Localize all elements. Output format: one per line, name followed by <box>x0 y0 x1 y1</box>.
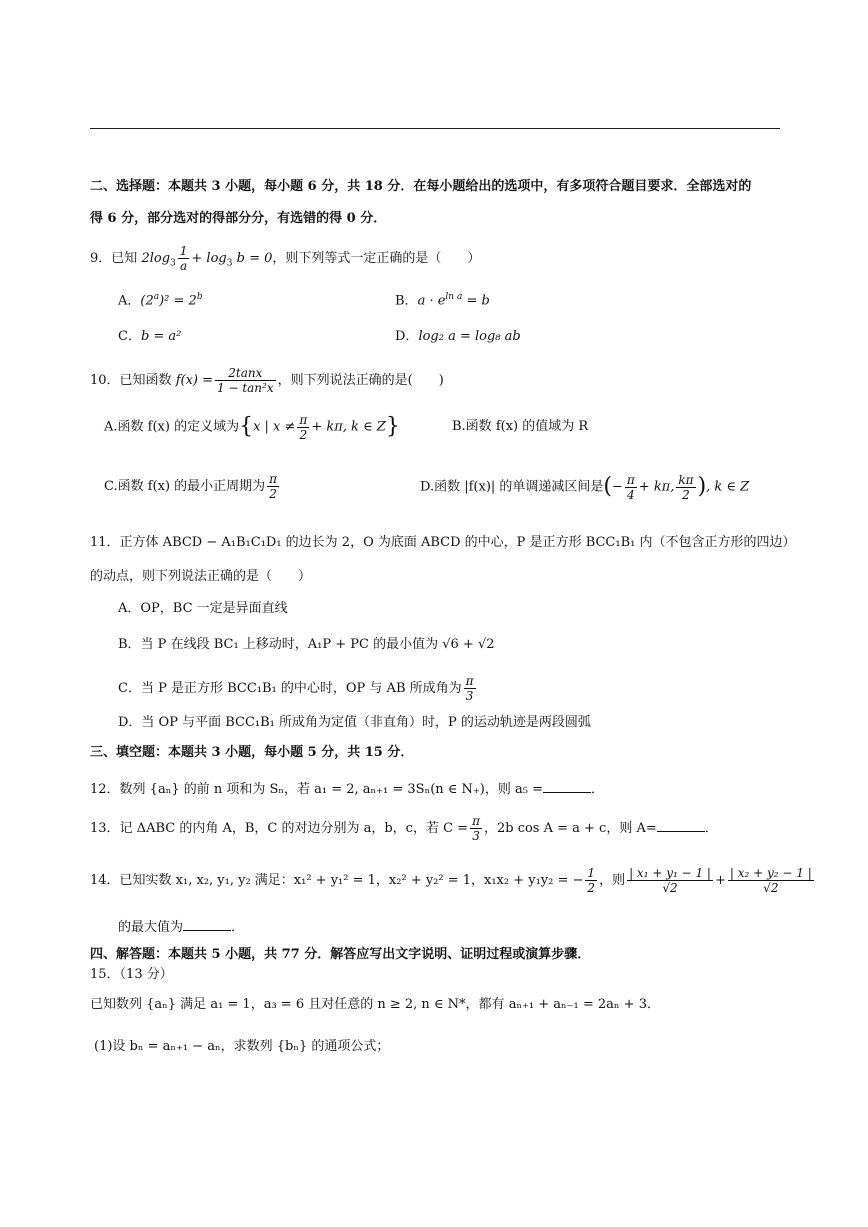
section2-heading-line1: 二、选择题：本题共 3 小题，每小题 6 分，共 18 分．在每小题给出的选项中，有多项符合题目要求．全部选对的 <box>90 179 752 194</box>
question-13: 13．记 ΔABC 的内角 A，B，C 的对边分别为 a，b，c，若 C = $\frac{\pi}{3}$ ，2b cos A = a + c，则 A= ． <box>90 814 718 843</box>
q9-frac: $\frac{1}{a}$ <box>179 244 188 273</box>
q11-option-c: C．当 P 是正方形 BCC₁B₁ 的中心时，OP 与 AB 所成角为 $\frac{\pi}{3}$ <box>118 674 474 703</box>
question-14: 14．已知实数 x₁, x₂, y₁, y₂ 满足：x₁² + y₁² = 1，x₂² + y₂² = 1，x₁x₂ + y₁y₂ = − $\frac{1}{2}$ ，则 $\frac{\text{| x₁ + y₁ − 1 |}}{√2}$ + $\frac{\text{| x₂ + y₂ − 1 |}}{√2}$ <box>90 866 812 895</box>
section4-heading: 四、解答题：本题共 5 小题，共 77 分．解答应写出文字说明、证明过程或演算步骤． <box>90 947 591 962</box>
q10-option-d: D.函数 |f(x)| 的单调递减区间是(− $\frac{\pi}{4}$ + kπ, $\frac{k\pi}{2}$ ), k ∈ Z <box>420 472 750 502</box>
q9-option-d: D．log₂ a = log₈ ab <box>395 329 521 344</box>
q12-answer-blank[interactable] <box>543 780 591 793</box>
q9-cond-c: b = 0 <box>236 251 273 266</box>
q9-number: 9． <box>90 251 112 266</box>
q10-option-a: A.函数 f(x) 的定义域为{x | x ≠ $\frac{\pi}{2}$ + kπ, k ∈ Z} <box>104 412 400 442</box>
q9-option-c: C．b = a² <box>118 329 182 344</box>
q11-line2: 的动点，则下列说法正确的是（ ） <box>90 569 312 584</box>
q9-post: ，则下列等式一定正确的是（ ） <box>272 251 481 266</box>
q11-option-b: B．当 P 在线段 BC₁ 上移动时，A₁P + PC 的最小值为 √6 + √2 <box>118 637 495 652</box>
q14-line2: 的最大值为 ． <box>118 920 245 935</box>
q15-number: 15．（13 分） <box>90 967 173 982</box>
q15-stem: 已知数列 {aₙ} 满足 a₁ = 1，a₃ = 6 且对任意的 n ≥ 2, n ∈ N*，都有 aₙ₊₁ + aₙ₋₁ = 2aₙ + 3． <box>90 997 660 1012</box>
question-10: 10．已知函数 f(x) = $\frac{2\tan x}{\text{1 − tan²x}}$ ，则下列说法正确的是( ) <box>90 366 444 395</box>
q9-option-b: B．$a \cdot e^{ln a} = b$ <box>395 292 490 309</box>
q11-line1: 11．正方体 ABCD − A₁B₁C₁D₁ 的边长为 2，O 为底面 ABCD 的中心，P 是正方形 BCC₁B₁ 内（不包含正方形的四边） <box>90 535 796 550</box>
q13-answer-blank[interactable] <box>657 819 705 832</box>
q9-option-a: A．$(2^a)^2 = 2^b$ <box>118 292 203 309</box>
question-12: 12．数列 {aₙ} 的前 n 项和为 Sₙ，若 a₁ = 2, aₙ₊₁ = 3Sₙ(n ∈ N₊)，则 a₅ = ． <box>90 782 604 797</box>
q9-cond-b: + log <box>191 251 227 266</box>
q15-part1: (1)设 bₙ = aₙ₊₁ − aₙ，求数列 {bₙ} 的通项公式； <box>94 1039 390 1054</box>
q14-answer-blank[interactable] <box>183 918 231 931</box>
question-9: 9．已知 $2\log_3$ $\frac{1}{a}$ + $\log_3 b = 0$，则下列等式一定正确的是（ ） <box>90 244 481 273</box>
q11-option-a: A．OP，BC 一定是异面直线 <box>118 601 288 616</box>
section3-heading: 三、填空题：本题共 3 小题，每小题 5 分，共 15 分． <box>90 745 414 760</box>
q11-option-d: D．当 OP 与平面 BCC₁B₁ 所成角为定值（非直角）时，P 的运动轨迹是两段圆弧 <box>118 715 591 730</box>
q10-option-c: C.函数 f(x) 的最小正周期为 $\frac{\pi}{2}$ <box>104 472 278 501</box>
q9-pre: 已知 <box>111 251 138 266</box>
q10-option-b: B.函数 f(x) 的值域为 R <box>452 419 589 434</box>
q10-frac: $\frac{2\tan x}{\text{1 − tan²x}}$ <box>217 366 274 395</box>
section2-heading-line2: 得 6 分，部分选对的得部分分，有选错的得 0 分． <box>90 211 387 226</box>
header-rule <box>90 128 780 129</box>
q9-cond-a: 2log <box>141 251 171 266</box>
